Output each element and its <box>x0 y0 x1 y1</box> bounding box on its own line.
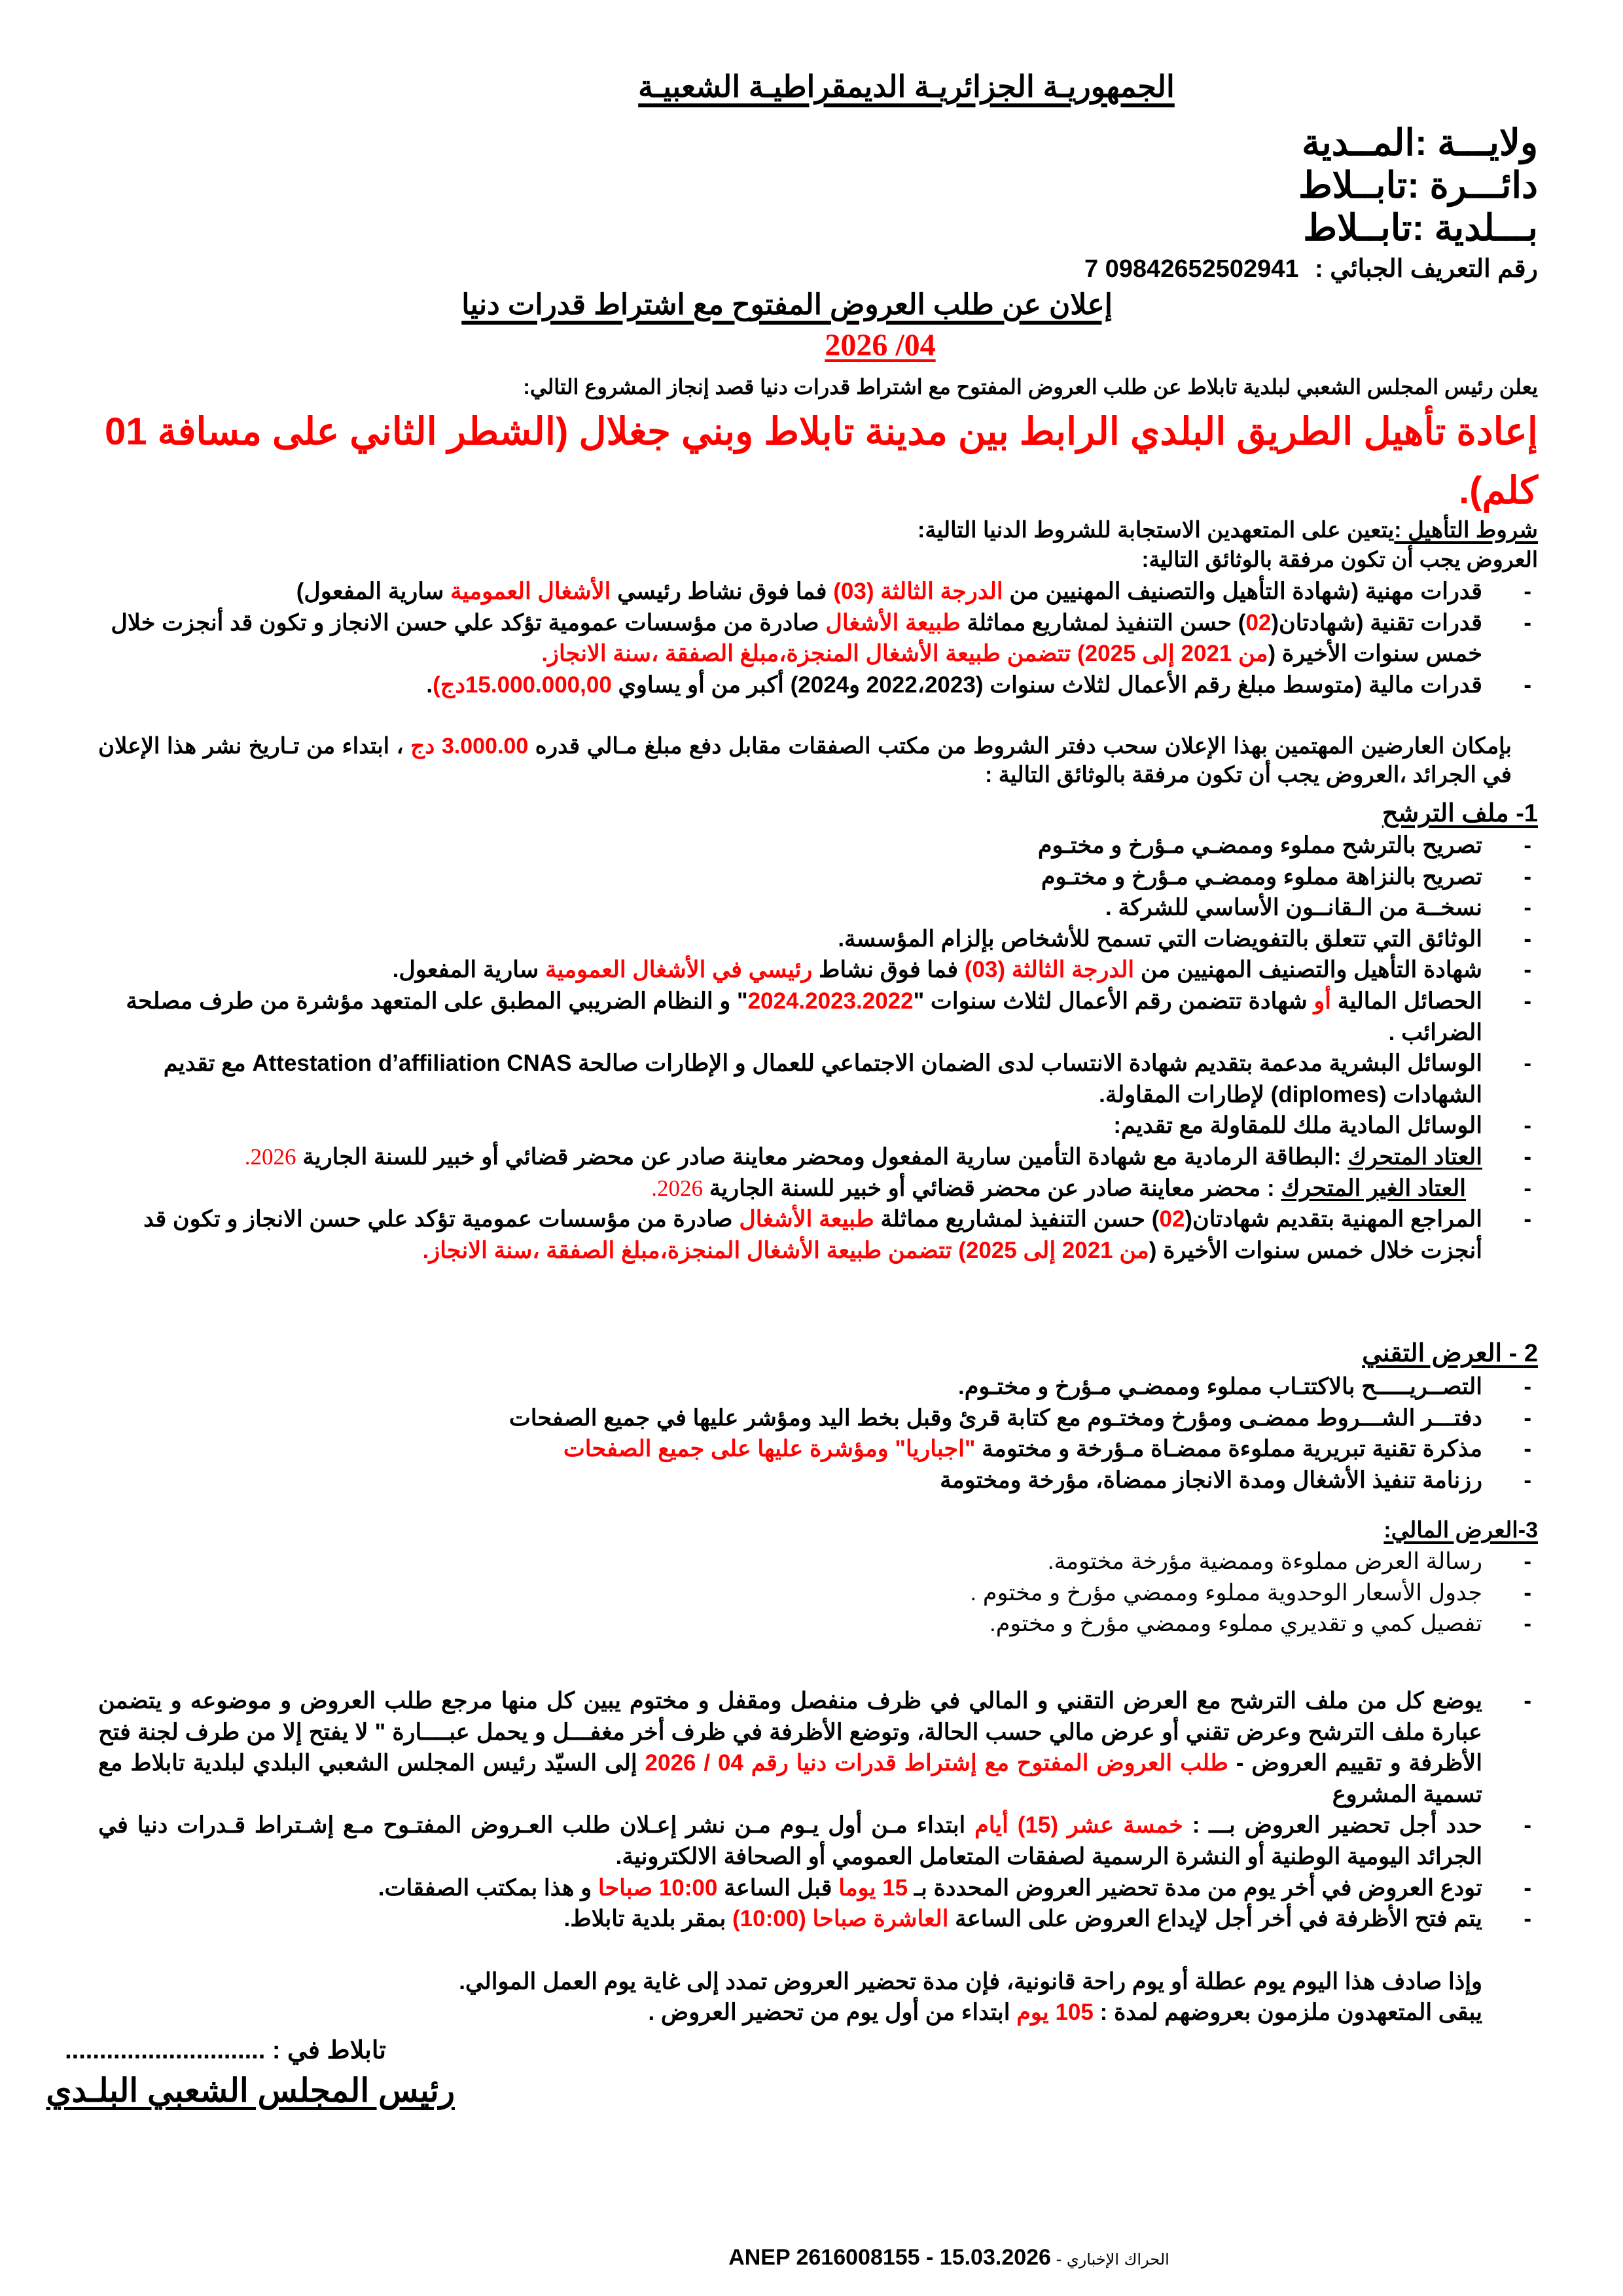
section3-title: 3-العرض المالي: <box>1383 1518 1538 1543</box>
section1-list <box>98 830 1538 1266</box>
section3-item: - جدول الأسعار الوحدوية مملوء وممضي مؤرخ و مختوم . <box>98 1577 1538 1609</box>
docs-intro: العروض يجب أن تكون مرفقة بالوثائق التالية: <box>1141 547 1538 571</box>
section1-item: - الوسائل البشرية مدعمة بتقديم شهادة الانتساب لدى الضمان الاجتماعي للعمال و الإطارات صالحة Attestation d’affiliation CNAS مع تقديم الشهادات (diplomes) لإطارات المقاولة. <box>98 1048 1538 1110</box>
intro-text: يعلن رئيس المجلس الشعبي لبلدية تابلاط عن طلب العروض المفتوح مع اشتراط قدرات دنيا قصد إنجاز المشروع التالي: <box>523 375 1538 399</box>
eligibility-label: شروط التأهيل : <box>1394 518 1538 543</box>
republic-header <box>98 69 1538 104</box>
wilaya-line: ولايـــة :المــدية <box>1302 122 1538 163</box>
section2-item: - رزنامة تنفيذ الأشغال ومدة الانجاز ممضاة، مؤرخة ومختومة <box>98 1465 1538 1496</box>
announcement-title: إعلان عن طلب العروض المفتوح مع اشتراط قدرات دنيا <box>461 289 1113 321</box>
section3-item: - تفصيل كمي و تقديري مملوء وممضي مؤرخ و مختوم. <box>98 1608 1538 1640</box>
footer-source: الحراك الإخباري - <box>1050 2250 1169 2269</box>
section1-item: - المراجع المهنية بتقديم شهادتان(02) حسن التنفيذ لمشاريع مماثلة طبيعة الأشغال صادرة من مؤسسات عمومية تؤكد علي حسن الانجاز و تكون قد أنجزت خلال خمس سنوات الأخيرة (من 2021 إلى 2025) تتضمن طبيعة الأشغال المنجزة،مبلغ الصفقة ،سنة الانجاز. <box>98 1204 1538 1266</box>
section2-item: - مذكرة تقنية تبريرية مملوءة ممضـاة مـؤرخة و مختومة "اجباريا" ومؤشرة عليها على جميع الصفحات <box>98 1433 1538 1465</box>
withdraw-paragraph: بإمكان العارضين المهتمين بهذا الإعلان سحب دفتر الشروط من مكتب الصفقات مقابل دفع مبلغ مـالي قدره 3.000.00 دج ، ابتداء من تـاريخ نشر هذا الإعلان في الجرائد ،العروض يجب أن تكون مرفقة بالوثائق التالية : <box>98 734 1512 788</box>
eligibility-line <box>98 517 1538 543</box>
section3-title-wrap <box>98 1517 1538 1543</box>
section1-item: - الحصائل المالية أو شهادة تتضمن رقم الأعمال لثلاث سنوات "2024.2023.2022" و النظام الضريبي المطبق على المتعهد مؤشرة من طرف مصلحة الضرائب . <box>98 986 1538 1048</box>
section1-subitem: - العتاد المتحرك :البطاقة الرمادية مع شهادة التأمين سارية المفعول ومحضر معاينة صادر عن محضر قضائي أو خبير للسنة الجارية 2026. <box>98 1141 1538 1173</box>
footer-ref: ANEP 2616008155 - 15.03.2026 <box>728 2245 1051 2270</box>
final-item: - يوضع كل من ملف الترشح مع العرض التقني و المالي في ظرف منفصل ومقفل و مختوم يبين كل منها مرجع طلب العروض و موضوعه و يتضمن عبارة ملف الترشح وعرض تقني أو عرض مالي حسب الحالة، وتوضع الأظرفة في ظرف أخر مغفـــل و يحمل عبــــارة " لا يفتح إلا من طرف لجنة فتح الأظرفة و تقييم العروض - طلب العروض المفتوح مع إشتراط قدرات دنيا رقم 04 / 2026 إلى السيّد رئيس المجلس الشعبي البلدي لبلدية تابلاط مع تسمية المشروع <box>98 1685 1538 1810</box>
announcement-page <box>46 0 1538 2296</box>
tax-id-label: رقم التعريف الجبائي : <box>1315 255 1538 283</box>
eligibility-text: يتعين على المتعهدين الاستجابة للشروط الدنيا التالية: <box>918 518 1395 543</box>
eligibility-item: - قدرات مهنية (شهادة التأهيل والتصنيف المهنيين من الدرجة الثالثة (03) فما فوق نشاط رئيسي الأشغال العمومية سارية المفعول) <box>98 576 1538 607</box>
section1-item: - تصريح بالترشح مملوء وممضـي مـؤرخ و مختـوم <box>98 830 1538 861</box>
section1-title-wrap <box>98 798 1538 828</box>
eligibility-item: - قدرات مالية (متوسط مبلغ رقم الأعمال لثلاث سنوات (2022،2023 و2024) أكبر من أو يساوي 15.000.000,00دج). <box>98 670 1538 701</box>
commune-line: بـــلدية :تابــلاط <box>1303 207 1538 248</box>
signature-place: تابلاط في : ............................. <box>65 2037 386 2064</box>
eligibility-list <box>98 576 1538 700</box>
section1-item: - الوسائل المادية ملك للمقاولة مع تقديم: <box>98 1110 1538 1141</box>
section1-item: - شهادة التأهيل والتصنيف المهنيين من الدرجة الثالثة (03) فما فوق نشاط رئيسي في الأشغال العمومية سارية المفعول. <box>98 954 1538 986</box>
section1-item: - نسخــة من الـقانــون الأساسي للشركة . <box>98 892 1538 924</box>
section1-title: 1- ملف الترشح <box>1382 800 1538 827</box>
signature-title-wrap <box>46 2072 455 2109</box>
section2-title: 2 - العرض التقني <box>1362 1340 1538 1367</box>
section1-item: - الوثائق التي تتعلق بالتفويضات التي تسمح للأشخاص بإلزام المؤسسة. <box>98 924 1538 955</box>
daira-line: دائـــرة :تابــلاط <box>1298 164 1538 206</box>
final-item: - حدد أجل تحضير العروض بـــ : خمسة عشر (15) أيام ابتداء مـن أول يـوم مـن نشر إعـلان طلب العـروض المفتـوح مـع إشـتراط قـدرات دنيا في الجرائد اليومية الوطنية أو النشرة الرسمية لصفقات المتعامل العمومي أو الصحافة الالكترونية. <box>98 1810 1538 1872</box>
eligibility-item: - قدرات تقنية (شهادتان(02) حسن التنفيذ لمشاريع مماثلة طبيعة الأشغال صادرة من مؤسسات عمومية تؤكد علي حسن الانجاز و تكون قد أنجزت خلال خمس سنوات الأخيرة (من 2021 إلى 2025) تتضمن طبيعة الأشغال المنجزة،مبلغ الصفقة ،سنة الانجاز. <box>98 607 1538 670</box>
section3-item: - رسالة العرض مملوءة وممضية مؤرخة مختومة. <box>98 1546 1538 1577</box>
final-list <box>98 1685 1538 1935</box>
validity-note: يبقى المتعهدون ملزمون بعروضهم لمدة : 105 يوم ابتداء من أول يوم من تحضير العروض . <box>648 2000 1482 2025</box>
section2-title-wrap <box>98 1338 1538 1368</box>
signature-title: رئيس المجلس الشعبي البلـدي <box>46 2072 455 2109</box>
announcement-number: 2026 /04 <box>825 328 936 363</box>
section2-item: - التصــريـــــح بالاكتتـاب مملوء وممضـي مـؤرخ و مختـوم. <box>98 1371 1538 1403</box>
tax-id-value: 09842652502941 7 <box>1084 255 1299 283</box>
section1-item: - تصريح بالنزاهة مملوء وممضـي مـؤرخ و مختـوم <box>98 861 1538 893</box>
announcement-title-wrap <box>98 288 1538 321</box>
holiday-note: وإذا صادف هذا اليوم يوم عطلة أو يوم راحة قانونية، فإن مدة تحضير العروض تمدد إلى غاية يوم العمل الموالي. <box>459 1969 1482 1994</box>
section2-item: - دفتـــر الشـــروط ممضـى ومؤرخ ومختـوم مع كتابة قرئ وقبل بخط اليد ومؤشر عليها في جميع الصفحات <box>98 1403 1538 1434</box>
section3-list <box>98 1546 1538 1640</box>
final-item: - يتم فتح الأظرفة في أخر أجل لإيداع العروض على الساعة العاشرة صباحا (10:00) بمقر بلدية تابلاط. <box>98 1903 1538 1935</box>
section2-list <box>98 1371 1538 1496</box>
section1-subitem: - العتاد الغير المتحرك : محضر معاينة صادر عن محضر قضائي أو خبير للسنة الجارية 2026. <box>98 1173 1538 1204</box>
announcement-number-wrap <box>98 327 1538 363</box>
footer <box>98 2245 1538 2270</box>
tax-id-line <box>98 254 1538 283</box>
final-item: - تودع العروض في أخر يوم من مدة تحضير العروض المحددة بـ 15 يوما قبل الساعة 10:00 صباحا و هذا بمكتب الصفقات. <box>98 1873 1538 1904</box>
republic-title: الجمهوريـة الجزائريـة الديمقراطيـة الشعبيـة <box>638 69 1175 103</box>
project-title: إعادة تأهيل الطريق البلدي الرابط بين مدينة تابلاط وبني جغلال (الشطر الثاني على مسافة 01 كلم). <box>104 410 1538 512</box>
